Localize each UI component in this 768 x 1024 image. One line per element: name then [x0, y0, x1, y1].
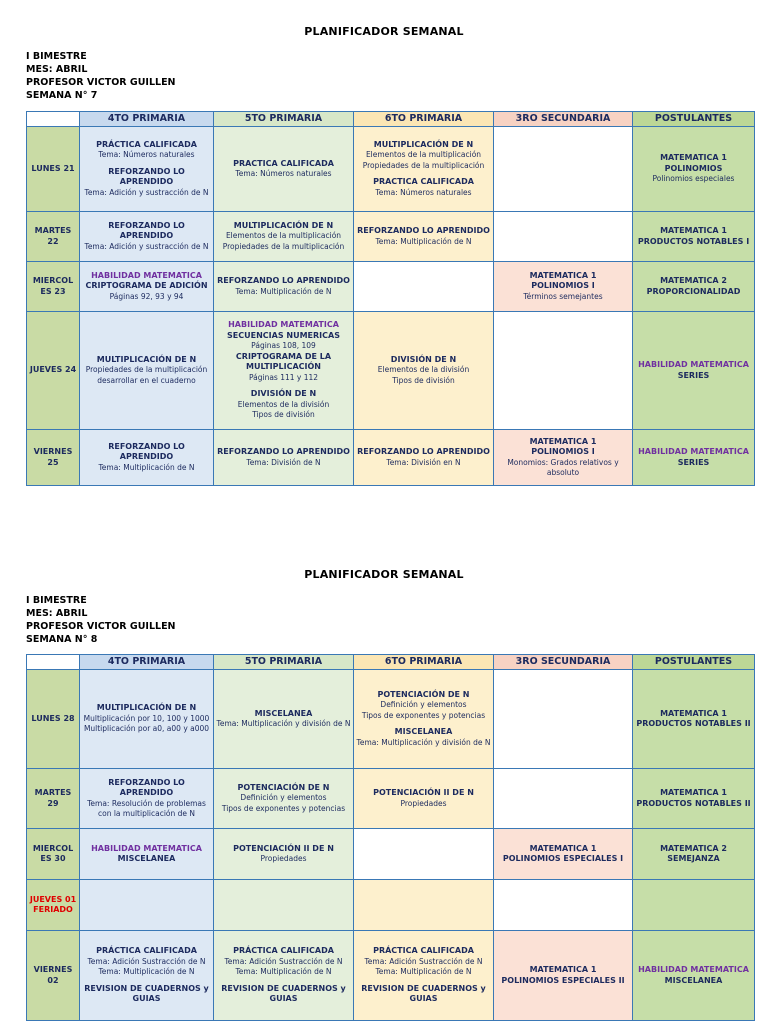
- schedule-cell: MULTIPLICACIÓN DE N Elementos de la multiplicación Propiedades de la multiplicación: [214, 212, 354, 262]
- schedule-cell: HABILIDAD MATEMATICA SECUENCIAS NUMERICAS Páginas 108, 109 CRIPTOGRAMA DE LA MULTIPLICACIÓN Páginas 111 y 112 DIVISIÓN DE N Elementos de la división Tipos de división: [214, 312, 354, 430]
- schedule-cell: [494, 670, 633, 769]
- schedule-cell: [80, 880, 214, 931]
- schedule-cell: [494, 127, 633, 212]
- schedule-cell: REFORZANDO LO APRENDIDO Tema: División de N: [214, 430, 354, 486]
- page-title: PLANIFICADOR SEMANAL: [304, 568, 464, 581]
- schedule-cell: [494, 312, 633, 430]
- schedule-cell: MATEMATICA 1 PRODUCTOS NOTABLES II: [633, 670, 755, 769]
- column-header-4to: 4TO PRIMARIA: [80, 112, 214, 127]
- column-header-3ro-sec: 3RO SECUNDARIA: [494, 655, 633, 670]
- schedule-cell: DIVISIÓN DE N Elementos de la división Tipos de división: [354, 312, 494, 430]
- day-cell: JUEVES 24: [27, 312, 80, 430]
- bimestre-label: I BIMESTRE: [26, 51, 87, 62]
- week-7-table: [26, 111, 755, 486]
- month-label: MES: ABRIL: [26, 608, 88, 619]
- table-row: [27, 312, 755, 430]
- table-row: [27, 769, 755, 829]
- corner-cell: [27, 655, 80, 670]
- bimestre-label: I BIMESTRE: [26, 595, 87, 606]
- day-cell: VIERNES 02: [27, 931, 80, 1021]
- schedule-cell: [354, 880, 494, 931]
- schedule-cell: MATEMATICA 1 POLINOMIOS Polinomios especiales: [633, 127, 755, 212]
- column-header-4to: 4TO PRIMARIA: [80, 655, 214, 670]
- schedule-cell: POTENCIACIÓN DE N Definición y elementos Tipos de exponentes y potencias: [214, 769, 354, 829]
- table-row: [27, 931, 755, 1021]
- schedule-cell: [494, 880, 633, 931]
- schedule-cell: POTENCIACIÓN DE N Definición y elementos Tipos de exponentes y potencias MISCELANEA Tema: Multiplicación y división de N: [354, 670, 494, 769]
- day-cell: VIERNES 25: [27, 430, 80, 486]
- schedule-cell: MATEMATICA 1 POLINOMIOS I Monomios: Grados relativos y absoluto: [494, 430, 633, 486]
- schedule-cell: REFORZANDO LO APRENDIDO Tema: División en N: [354, 430, 494, 486]
- table-row: [27, 127, 755, 212]
- day-cell: MARTES 29: [27, 769, 80, 829]
- column-header-postulantes: POSTULANTES: [633, 112, 755, 127]
- schedule-cell: PRÁCTICA CALIFICADA Tema: Adición Sustracción de N Tema: Multiplicación de N REVISION DE CUADERNOS y GUIAS: [354, 931, 494, 1021]
- schedule-cell: REFORZANDO LO APRENDIDO Tema: Multiplicación de N: [354, 212, 494, 262]
- schedule-cell: HABILIDAD MATEMATICA MISCELANEA: [80, 829, 214, 880]
- teacher-label: PROFESOR VICTOR GUILLEN: [26, 77, 176, 88]
- schedule-cell: [214, 880, 354, 931]
- week-label: SEMANA N° 7: [26, 90, 98, 101]
- schedule-cell: POTENCIACIÓN II DE N Propiedades: [354, 769, 494, 829]
- schedule-cell: POTENCIACIÓN II DE N Propiedades: [214, 829, 354, 880]
- header-info: [26, 50, 176, 102]
- column-header-6to: 6TO PRIMARIA: [354, 112, 494, 127]
- table-row: [27, 212, 755, 262]
- schedule-cell: MATEMATICA 1 POLINOMIOS I Términos semejantes: [494, 262, 633, 312]
- schedule-cell: HABILIDAD MATEMATICA SERIES: [633, 430, 755, 486]
- schedule-cell: HABILIDAD MATEMATICA MISCELANEA: [633, 931, 755, 1021]
- page-title: PLANIFICADOR SEMANAL: [304, 25, 464, 38]
- schedule-cell: [354, 829, 494, 880]
- schedule-cell: PRACTICA CALIFICADA Tema: Números naturales: [214, 127, 354, 212]
- column-header-3ro-sec: 3RO SECUNDARIA: [494, 112, 633, 127]
- schedule-cell: MULTIPLICACIÓN DE N Multiplicación por 10, 100 y 1000 Multiplicación por a0, a00 y a000: [80, 670, 214, 769]
- schedule-cell: REFORZANDO LO APRENDIDO Tema: Multiplicación de N: [80, 430, 214, 486]
- schedule-cell: [633, 880, 755, 931]
- schedule-cell: REFORZANDO LO APRENDIDO Tema: Adición y sustracción de N: [80, 212, 214, 262]
- schedule-cell: MATEMATICA 1 POLINOMIOS ESPECIALES II: [494, 931, 633, 1021]
- schedule-cell: MATEMATICA 1 PRODUCTOS NOTABLES II: [633, 769, 755, 829]
- corner-cell: [27, 112, 80, 127]
- schedule-cell: REFORZANDO LO APRENDIDO Tema: Resolución de problemas con la multiplicación de N: [80, 769, 214, 829]
- week-label: SEMANA N° 8: [26, 634, 98, 645]
- table-row: [27, 880, 755, 931]
- table-row: [27, 430, 755, 486]
- header-info: [26, 594, 176, 646]
- day-cell: MARTES 22: [27, 212, 80, 262]
- schedule-cell: [494, 769, 633, 829]
- schedule-cell: MATEMATICA 1 PRODUCTOS NOTABLES I: [633, 212, 755, 262]
- column-header-6to: 6TO PRIMARIA: [354, 655, 494, 670]
- schedule-cell: HABILIDAD MATEMATICA CRIPTOGRAMA DE ADICIÓN Páginas 92, 93 y 94: [80, 262, 214, 312]
- schedule-cell: MULTIPLICACIÓN DE N Propiedades de la multiplicación desarrollar en el cuaderno: [80, 312, 214, 430]
- column-header-postulantes: POSTULANTES: [633, 655, 755, 670]
- schedule-cell: MULTIPLICACIÓN DE N Elementos de la multiplicación Propiedades de la multiplicación PRACTICA CALIFICADA Tema: Números naturales: [354, 127, 494, 212]
- schedule-cell: REFORZANDO LO APRENDIDO Tema: Multiplicación de N: [214, 262, 354, 312]
- schedule-cell: [494, 212, 633, 262]
- schedule-cell: MATEMATICA 1 POLINOMIOS ESPECIALES I: [494, 829, 633, 880]
- column-header-5to: 5TO PRIMARIA: [214, 655, 354, 670]
- month-label: MES: ABRIL: [26, 64, 88, 75]
- day-cell: LUNES 28: [27, 670, 80, 769]
- day-cell: LUNES 21: [27, 127, 80, 212]
- schedule-cell: HABILIDAD MATEMATICA SERIES: [633, 312, 755, 430]
- schedule-cell: [354, 262, 494, 312]
- day-cell-holiday: JUEVES 01 FERIADO: [27, 880, 80, 931]
- schedule-cell: PRÁCTICA CALIFICADA Tema: Adición Sustracción de N Tema: Multiplicación de N REVISION DE CUADERNOS y GUIAS: [214, 931, 354, 1021]
- schedule-cell: PRÁCTICA CALIFICADA Tema: Números naturales REFORZANDO LO APRENDIDO Tema: Adición y sustracción de N: [80, 127, 214, 212]
- schedule-cell: PRÁCTICA CALIFICADA Tema: Adición Sustracción de N Tema: Multiplicación de N REVISION DE CUADERNOS y GUIAS: [80, 931, 214, 1021]
- day-cell: MIERCOL ES 23: [27, 262, 80, 312]
- teacher-label: PROFESOR VICTOR GUILLEN: [26, 621, 176, 632]
- column-header-5to: 5TO PRIMARIA: [214, 112, 354, 127]
- schedule-cell: MATEMATICA 2 SEMEJANZA: [633, 829, 755, 880]
- schedule-cell: MISCELANEA Tema: Multiplicación y división de N: [214, 670, 354, 769]
- week-8-table: [26, 654, 755, 1021]
- table-row: [27, 262, 755, 312]
- schedule-cell: MATEMATICA 2 PROPORCIONALIDAD: [633, 262, 755, 312]
- table-row: [27, 670, 755, 769]
- table-row: [27, 829, 755, 880]
- day-cell: MIERCOL ES 30: [27, 829, 80, 880]
